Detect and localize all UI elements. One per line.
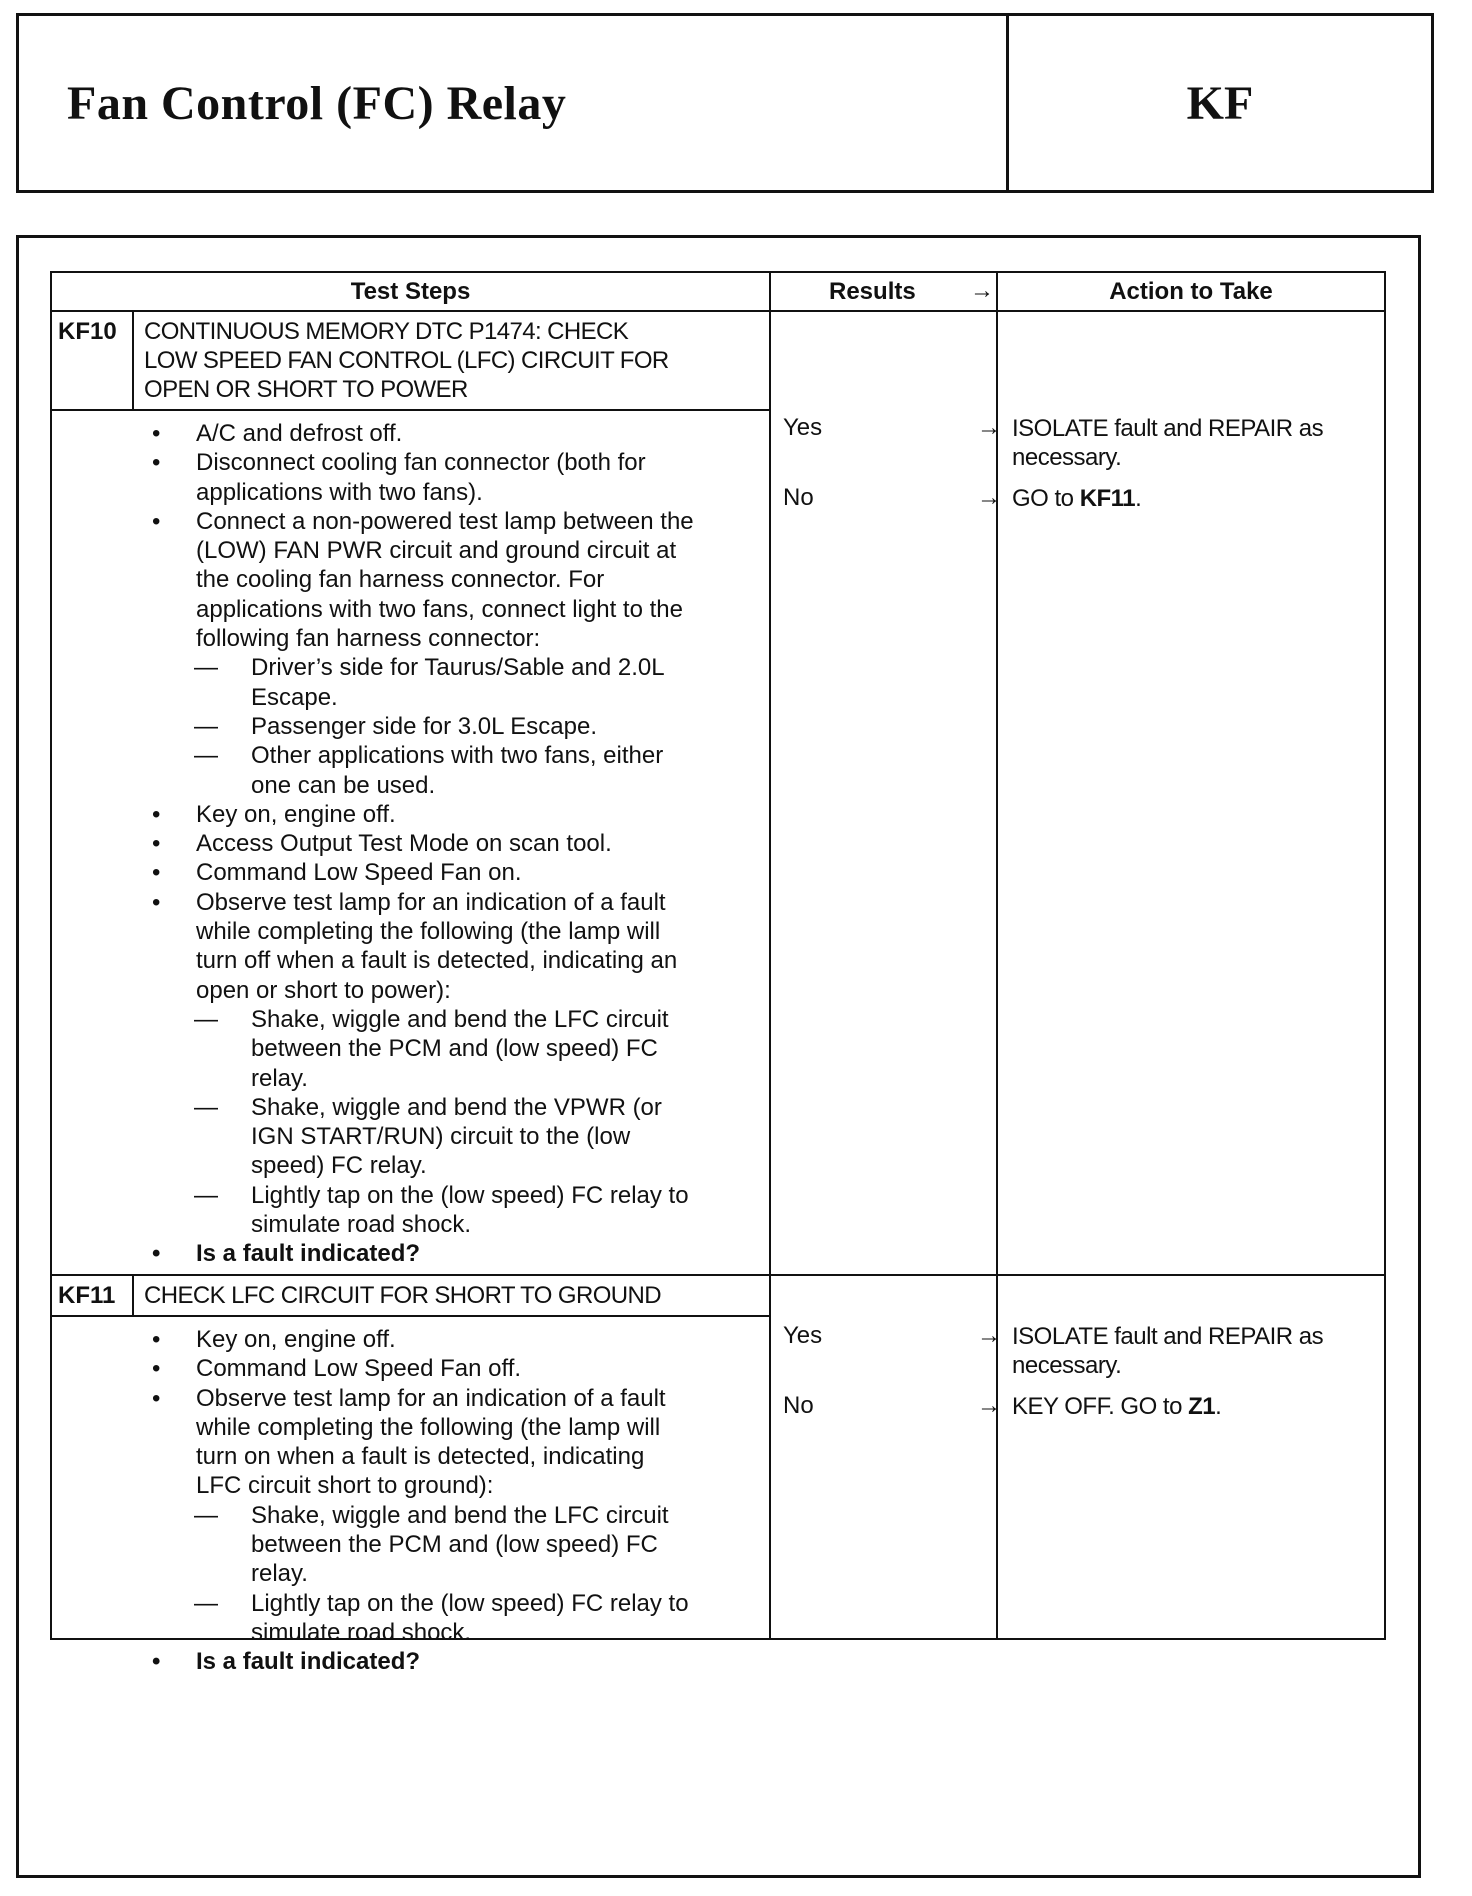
header-results [771, 273, 998, 310]
action-yes [1012, 1322, 1372, 1380]
instruction-sub-item: — Driver’s side for Taurus/Sable and 2.0L [142, 653, 759, 682]
table-header-row [52, 273, 1384, 312]
header-results-label: Results [829, 277, 916, 305]
step-heading [52, 312, 769, 411]
action-line: necessary. [1012, 1352, 1122, 1379]
step-title [134, 1276, 769, 1315]
instruction-bullet: • Connect a non-powered test lamp between the [142, 507, 759, 536]
instruction-bullet: • Key on, engine off. [142, 1325, 759, 1354]
result-label: No [783, 1392, 814, 1419]
instruction-continuation: applications with two fans, connect light to the [196, 595, 683, 623]
steps-container [52, 312, 1384, 1676]
instruction-continuation: while completing the following (the lamp will [196, 1413, 661, 1441]
arrow-icon: → [977, 1322, 1001, 1349]
result-no [783, 1392, 1001, 1420]
step-instructions [52, 1317, 769, 1681]
step-row-kf11 [52, 1276, 1384, 1676]
instruction-bullet: • A/C and defrost off. [142, 419, 759, 448]
step-instructions [52, 411, 769, 1273]
sub-item-continuation: simulate road shock. [251, 1211, 472, 1239]
action-line: ISOLATE fault and REPAIR as [1012, 1323, 1324, 1350]
instruction-bullet: • Key on, engine off. [142, 800, 759, 829]
result-no [783, 484, 1001, 512]
step-id: KF10 [52, 312, 134, 409]
instruction-bullet: • Disconnect cooling fan connector (both for [142, 448, 759, 477]
instruction-continuation: the cooling fan harness connector. For [196, 566, 605, 594]
sub-item-continuation: IGN START/RUN) circuit to the (low [251, 1123, 631, 1151]
action-cell [998, 312, 1384, 1274]
action-line: KEY OFF. GO to Z1. [1012, 1393, 1222, 1420]
instruction-continuation: following fan harness connector: [196, 625, 541, 653]
step-cell [52, 1276, 771, 1676]
sub-item-continuation: relay. [251, 1064, 308, 1092]
question-bullet: • Is a fault indicated? [142, 1239, 759, 1268]
page-header [16, 13, 1434, 193]
sub-item-continuation: Escape. [251, 683, 338, 711]
result-label: Yes [783, 1322, 823, 1349]
step-heading [52, 1276, 769, 1317]
header-action: Action to Take [1109, 277, 1273, 305]
instruction-sub-item: — Shake, wiggle and bend the VPWR (or [142, 1093, 759, 1122]
test-steps-table [50, 271, 1386, 1676]
instruction-bullet: • Observe test lamp for an indication of a fault [142, 1384, 759, 1413]
instruction-sub-item: — Shake, wiggle and bend the LFC circuit [142, 1501, 759, 1530]
action-no [1012, 484, 1372, 513]
action-target-step: KF11 [1079, 485, 1136, 512]
arrow-icon: → [970, 277, 994, 304]
sub-item-continuation: speed) FC relay. [251, 1152, 427, 1180]
result-yes [783, 414, 1001, 442]
action-line: ISOLATE fault and REPAIR as [1012, 415, 1324, 442]
action-no [1012, 1392, 1372, 1421]
action-target-step: Z1 [1188, 1393, 1216, 1420]
step-title-line: LOW SPEED FAN CONTROL (LFC) CIRCUIT FOR [144, 347, 669, 374]
result-label: No [783, 484, 814, 511]
arrow-icon: → [977, 484, 1001, 511]
instruction-continuation: turn off when a fault is detected, indicating an [196, 947, 678, 975]
instruction-continuation: (LOW) FAN PWR circuit and ground circuit at [196, 537, 677, 565]
instruction-continuation: turn on when a fault is detected, indicating [196, 1443, 645, 1471]
step-cell [52, 312, 771, 1274]
arrow-icon: → [977, 1392, 1001, 1419]
instruction-sub-item: — Lightly tap on the (low speed) FC relay to [142, 1181, 759, 1210]
result-yes [783, 1322, 1001, 1350]
sub-item-continuation: relay. [251, 1560, 308, 1588]
sub-item-continuation: simulate road shock. [251, 1618, 472, 1646]
instruction-continuation: applications with two fans). [196, 478, 483, 506]
instruction-sub-item: — Shake, wiggle and bend the LFC circuit [142, 1005, 759, 1034]
sub-item-continuation: one can be used. [251, 771, 436, 799]
instruction-continuation: LFC circuit short to ground): [196, 1472, 494, 1500]
results-cell [771, 312, 1001, 1274]
sub-item-continuation: between the PCM and (low speed) FC [251, 1531, 658, 1559]
action-cell [998, 1276, 1384, 1638]
instruction-continuation: open or short to power): [196, 976, 451, 1004]
action-yes [1012, 414, 1372, 472]
action-line: necessary. [1012, 444, 1122, 471]
instruction-continuation: while completing the following (the lamp will [196, 918, 661, 946]
result-label: Yes [783, 414, 823, 441]
step-id: KF11 [52, 1276, 134, 1315]
results-cell [771, 1276, 1001, 1638]
instruction-sub-item: — Other applications with two fans, either [142, 741, 759, 770]
instruction-sub-item: — Passenger side for 3.0L Escape. [142, 712, 759, 741]
page-title: Fan Control (FC) Relay [19, 16, 1009, 190]
instruction-bullet: • Command Low Speed Fan on. [142, 858, 759, 887]
instruction-bullet: • Observe test lamp for an indication of a fault [142, 888, 759, 917]
step-title-line: CHECK LFC CIRCUIT FOR SHORT TO GROUND [144, 1282, 661, 1309]
step-row-kf10 [52, 312, 1384, 1276]
instruction-bullet: • Access Output Test Mode on scan tool. [142, 829, 759, 858]
step-title-line: CONTINUOUS MEMORY DTC P1474: CHECK [144, 318, 629, 345]
section-code: KF [1186, 76, 1254, 130]
sub-item-continuation: between the PCM and (low speed) FC [251, 1035, 658, 1063]
instruction-bullet: • Command Low Speed Fan off. [142, 1354, 759, 1383]
action-line: GO to KF11. [1012, 485, 1142, 512]
question-bullet: • Is a fault indicated? [142, 1647, 759, 1676]
header-test-steps: Test Steps [52, 273, 771, 310]
instruction-sub-item: — Lightly tap on the (low speed) FC relay to [142, 1589, 759, 1618]
arrow-icon: → [977, 414, 1001, 441]
step-title-line: OPEN OR SHORT TO POWER [144, 376, 468, 403]
step-title [134, 312, 769, 409]
